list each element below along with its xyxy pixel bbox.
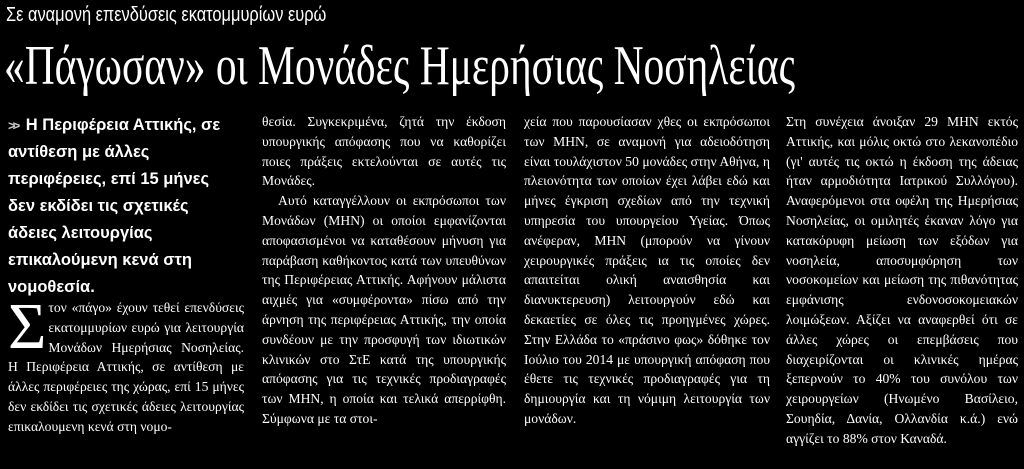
drop-cap: Σ — [8, 298, 47, 363]
article-column-3 — [524, 112, 770, 469]
column-2-paragraph-1: θεσία. Συγκεκριμένα, ζητά την έκδοση υπουργικής απόφασης που να καθορίζει ποιες πράξεις εκτελούνται σε αυτές τις Μονάδες. — [262, 114, 506, 189]
article-lead — [8, 112, 234, 301]
article-headline: «Πάγωσαν» οι Μονάδες Ημερήσιας Νοσηλείας — [4, 35, 796, 97]
column-1-text: τον «πάγο» έχουν τεθεί επενδύσεις εκατομμυρίων ευρώ για λειτουργία Μονάδων Ημερήσιας Νοσηλείας. Η Περιφέρεια Αττικής, σε αντίθεση με άλλες περιφέρειες της χώρας, επί 15 μήνες δεν εκδίδει τις σχετικές άδειες λειτουργίας επικαλουμενη κενά στη νομο- — [8, 300, 244, 434]
article-column-2 — [262, 112, 506, 469]
article-column-4 — [786, 112, 1018, 469]
article-column-1 — [8, 298, 244, 469]
lead-arrow-icon: >> — [8, 118, 18, 133]
column-3-paragraph-1: χεία που παρουσίασαν χθες οι εκπρόσωποι των ΜΗΝ, σε αναμονή για αδειοδότηση είναι τουλάχιστον 50 μονάδες στην Αθήνα, η πλειονότητα των οποίων έχει λάβει εδώ και μήνες έγκριση σχεδίων από την τεχνική υπηρεσία του υπουργείου Υγείας. Όπως ανέφεραν, ΜΗΝ (μπορούν να γίνουν χειρουργικές πράξεις ια τις οποίες δεν απαιτείται ολική αναισθησία και διανυκτερευση) λειτουργούν εδώ και δεκαετίες σε όλες τις προηγμένες χώρες. Στην Ελλάδα το «πράσινο φως» δόθηκε τον Ιούλιο του 2014 με υπουργική απόφαση που έθετε τις τεχνικές προδιαγραφές για τη δημιουργία και τη νόμιμη λειτουργία των μονάδων. — [524, 114, 770, 426]
article-kicker: Σε αναμονή επενδύσεις εκατομμυρίων ευρώ — [6, 4, 327, 26]
column-2-paragraph-2: Αυτό καταγγέλλουν οι εκπρόσωποι των Μονάδων (ΜΗΝ) οι οποίοι εμφανίζονται αποφασισμένοι να καταθέσουν μήνυση για παράβαση καθήκοντος κατά των υπευθύνων της Περιφέρειας Αττικής. Αφήνουν μάλιστα αιχμές για «συμφέροντα» πίσω από την άρνηση της περιφέρειας Αττικής, την οποία συνδέουν με την προσφυγή των ιδιωτικών κλινικών στο ΣτΕ κατά της υπουργικής απόφασης για τις τεχνικές προδιαγραφές των ΜΗΝ, η οποία και τελικά απερρίφθη. Σύμφωνα με τα στοι- — [262, 193, 506, 426]
lead-text: Η Περιφέρεια Αττικής, σε αντίθεση με άλλες περιφέρειες, επί 15 μήνες δεν εκδίδει τις σχετικές άδειες λειτουργίας επικαλούμενη κενά στη νομοθεσία. — [8, 116, 221, 296]
column-4-paragraph-1: Στη συνέχεια άνοιξαν 29 ΜΗΝ εκτός Αττικής, και μόλις οκτώ στο λεκανοπέδιο (γι' αυτές τις οκτώ η έκδοση της άδειας ήταν αρμοδιότητα Ιατρικού Συλλόγου). Αναφερόμενοι στα οφέλη της Ημερήσιας Νοσηλείας, οι ομιλητές έκαναν λόγο για κατακόρυφη μείωση των εξόδων για νοσηλεία, αποσυμφόρηση των νοσοκομείων και μείωση της πιθανότητας εμφάνισης ενδονοσοκομειακών λοιμώξεων. Αξίζει να αναφερθεί ότι σε άλλες χώρες οι επεμβάσεις που διαχειρίζονται οι κλινικές ημέρας ξεπερνούν το 40% του συνόλου των χειρουργείων (Ηνωμένο Βασίλειο, Σουηδία, Δανία, Ολλανδία κ.ά.) ενώ αγγίζει το 88% στον Καναδά. — [786, 114, 1018, 446]
